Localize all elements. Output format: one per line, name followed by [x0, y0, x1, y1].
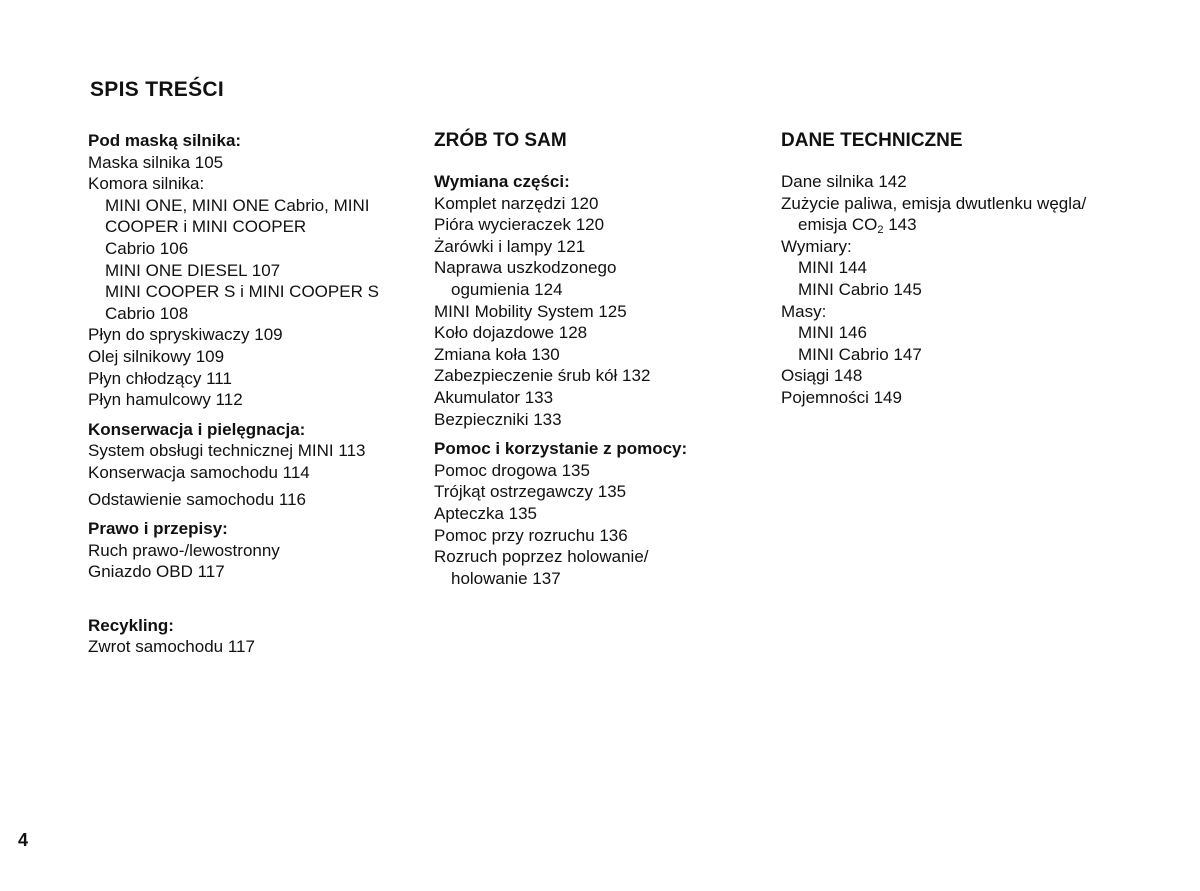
- toc-entry[interactable]: Płyn chłodzący 111: [88, 368, 232, 388]
- toc-entry[interactable]: ogumienia 124: [451, 279, 563, 299]
- toc-column-tech-data: [781, 130, 1121, 409]
- toc-entry[interactable]: Konserwacja samochodu 114: [88, 462, 310, 482]
- toc-entry[interactable]: Pomoc drogowa 135: [434, 460, 590, 480]
- toc-entry[interactable]: MINI Cabrio 147: [798, 344, 922, 364]
- toc-entry[interactable]: Gniazdo OBD 117: [88, 562, 225, 582]
- toc-entry[interactable]: Zmiana koła 130: [434, 344, 560, 364]
- toc-entry[interactable]: Płyn hamulcowy 112: [88, 390, 243, 410]
- section-title-recykling: Recykling:: [88, 615, 174, 635]
- toc-entry[interactable]: Zużycie paliwa, emisja dwutlenku węgla/: [781, 193, 1087, 213]
- toc-entry[interactable]: Naprawa uszkodzonego: [434, 258, 617, 278]
- toc-entry[interactable]: MINI 144: [798, 258, 867, 278]
- toc-entry[interactable]: Komora silnika:: [88, 174, 205, 194]
- section-title-konserwacja: Konserwacja i pielęgnacja:: [88, 419, 306, 439]
- toc-entry[interactable]: Cabrio 108: [105, 303, 189, 323]
- toc-entry[interactable]: Olej silnikowy 109: [88, 346, 225, 366]
- toc-entry[interactable]: Zabezpieczenie śrub kół 132: [434, 366, 651, 386]
- section-title-pomoc: Pomoc i korzystanie z pomocy:: [434, 439, 688, 459]
- toc-entry[interactable]: [781, 214, 1121, 236]
- toc-entry[interactable]: holowanie 137: [451, 568, 561, 588]
- toc-entry[interactable]: Płyn do spryskiwaczy 109: [88, 325, 283, 345]
- toc-entry[interactable]: Dane silnika 142: [781, 172, 907, 191]
- toc-entry[interactable]: Trójkąt ostrzegawczy 135: [434, 482, 627, 502]
- page-title: SPIS TREŚCI: [90, 78, 224, 101]
- toc-entry[interactable]: MINI 146: [798, 323, 867, 343]
- toc-entry[interactable]: Masy:: [781, 301, 827, 321]
- toc-entry[interactable]: Maska silnika 105: [88, 152, 224, 172]
- toc-entry[interactable]: MINI COOPER S i MINI COOPER S: [105, 282, 379, 302]
- toc-entry[interactable]: Zwrot samochodu 117: [88, 637, 255, 657]
- toc-entry[interactable]: Wymiary:: [781, 236, 852, 256]
- toc-entry[interactable]: Pomoc przy rozruchu 136: [434, 525, 628, 545]
- toc-entry[interactable]: Komplet narzędzi 120: [434, 193, 599, 213]
- page-number: 4: [18, 830, 29, 850]
- toc-entry[interactable]: COOPER i MINI COOPER: [105, 217, 307, 237]
- toc-column-diy: [434, 130, 744, 589]
- section-title-pod-maska: Pod maską silnika:: [88, 131, 242, 150]
- toc-entry[interactable]: Ruch prawo-/lewostronny: [88, 540, 280, 560]
- toc-entry[interactable]: Bezpieczniki 133: [434, 409, 562, 429]
- toc-entry[interactable]: MINI ONE, MINI ONE Cabrio, MINI: [105, 195, 370, 215]
- toc-entry[interactable]: Osiągi 148: [781, 366, 863, 386]
- toc-entry[interactable]: Koło dojazdowe 128: [434, 323, 588, 343]
- toc-column-under-hood: [88, 130, 408, 658]
- toc-entry[interactable]: Rozruch poprzez holowanie/: [434, 547, 649, 567]
- toc-entry-text: emisja CO: [798, 215, 878, 235]
- toc-entry[interactable]: System obsługi technicznej MINI 113: [88, 441, 366, 461]
- toc-entry[interactable]: MINI Mobility System 125: [434, 301, 627, 321]
- toc-entry[interactable]: Odstawienie samochodu 116: [88, 489, 306, 509]
- toc-entry[interactable]: Apteczka 135: [434, 503, 538, 523]
- section-title-prawo: Prawo i przepisy:: [88, 519, 228, 539]
- column-heading-dane-techniczne: DANE TECHNICZNE: [781, 130, 963, 151]
- toc-entry-page: 143: [883, 215, 917, 235]
- section-title-wymiana: Wymiana części:: [434, 172, 570, 191]
- toc-entry[interactable]: Cabrio 106: [105, 238, 189, 258]
- toc-entry[interactable]: Żarówki i lampy 121: [434, 236, 586, 256]
- toc-entry[interactable]: MINI ONE DIESEL 107: [105, 260, 281, 280]
- column-heading-zrob-to-sam: ZRÓB TO SAM: [434, 130, 567, 151]
- toc-entry[interactable]: MINI Cabrio 145: [798, 279, 922, 299]
- toc-entry[interactable]: Pojemności 149: [781, 387, 902, 407]
- subscript-2: 2: [877, 224, 884, 237]
- toc-entry[interactable]: Pióra wycieraczek 120: [434, 215, 605, 235]
- toc-entry[interactable]: Akumulator 133: [434, 387, 554, 407]
